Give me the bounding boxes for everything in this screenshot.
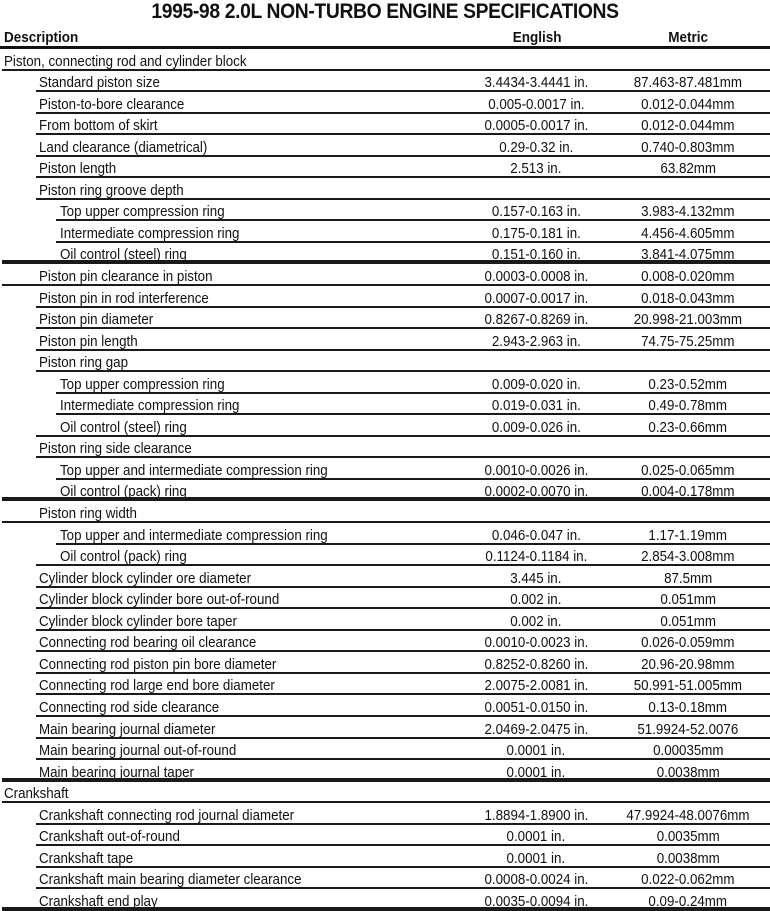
row-english-value [466,54,606,70]
row-english-value: 1.8894-1.8900 in. [484,807,588,824]
row-description: Oil control (pack) ring [60,549,187,566]
row-metric-value: 3.983-4.132mm [641,204,735,221]
row-english-value: 0.0005-0.0017 in. [484,118,588,135]
row-description: Top upper compression ring [60,376,225,393]
row-description: Connecting rod bearing oil clearance [39,635,257,652]
row-description: Piston pin diameter [39,312,154,329]
row-english-value: 0.0001 in. [506,850,566,867]
row-english-value [466,441,606,457]
row-description: Main bearing journal diameter [39,721,216,738]
section-header-row [0,49,770,71]
table-row [0,286,770,308]
row-english-value: 0.8267-0.8269 in. [484,312,588,329]
column-header-metric: Metric [668,29,709,46]
document-title: 1995-98 2.0L NON-TURBO ENGINE SPECIFICATIONS [151,0,619,23]
row-metric-value: 0.026-0.059mm [641,635,735,652]
table-row [0,803,770,825]
row-english-value: 0.002 in. [510,613,562,630]
row-metric-value [606,506,770,522]
table-row [0,846,770,868]
column-header-english: English [512,29,562,46]
row-description: Crankshaft connecting rod journal diameter [39,807,295,824]
row-english-value: 0.046-0.047 in. [491,527,581,544]
row-english-value: 0.0001 in. [506,743,566,760]
subsection-row [0,178,770,200]
row-metric-value: 0.0035mm [656,829,720,846]
row-english-value: 0.175-0.181 in. [491,225,581,242]
row-metric-value: 0.018-0.043mm [641,290,735,307]
row-english-value: 2.0075-2.0081 in. [484,678,588,695]
row-description: Piston pin length [39,333,138,350]
table-row [0,394,770,416]
row-metric-value: 3.841-4.075mm [641,247,735,264]
row-description: Intermediate compression ring [60,398,240,415]
row-metric-value: 0.0038mm [656,764,720,781]
row-english-value: 0.151-0.160 in. [491,247,581,264]
row-description: Connecting rod piston pin bore diameter [39,656,277,673]
row-description: Piston pin in rod interference [39,290,209,307]
row-description: Top upper compression ring [60,204,225,221]
row-description: Oil control (pack) ring [60,484,187,501]
table-row [0,458,770,480]
row-description: Oil control (steel) ring [60,419,187,436]
row-metric-value: 0.004-0.178mm [641,484,735,501]
row-metric-value: 0.49-0.78mm [648,398,728,415]
row-metric-value: 2.854-3.008mm [641,549,735,566]
row-description: Top upper and intermediate compression ring [60,462,328,479]
row-metric-value [606,183,770,199]
row-description: Cylinder block cylinder ore diameter [39,570,252,587]
row-description: Crankshaft tape [39,850,134,867]
row-description: Main bearing journal out-of-round [39,743,237,760]
row-description: Land clearance (diametrical) [39,139,208,156]
row-metric-value: 0.022-0.062mm [641,872,735,889]
row-english-value: 0.0008-0.0024 in. [484,872,588,889]
table-row [0,92,770,114]
row-metric-value: 0.09-0.24mm [648,893,728,910]
row-english-value: 0.157-0.163 in. [491,204,581,221]
row-english-value: 2.513 in. [510,161,562,178]
row-english-value: 0.009-0.020 in. [491,376,581,393]
row-description: Oil control (steel) ring [60,247,187,264]
row-english-value: 3.4434-3.4441 in. [484,75,588,92]
table-row [0,135,770,157]
row-metric-value: 1.17-1.19mm [648,527,728,544]
row-metric-value: 0.23-0.52mm [648,376,728,393]
table-row [0,868,770,890]
row-metric-value [606,441,770,457]
row-english-value: 2.0469-2.0475 in. [484,721,588,738]
table-row [0,71,770,93]
row-english-value: 0.005-0.0017 in. [487,96,585,113]
table-row [0,523,770,545]
row-description: Piston ring width [39,506,137,523]
table-row [0,264,770,286]
row-description: From bottom of skirt [39,118,158,135]
table-row [0,415,770,437]
row-metric-value: 0.051mm [660,613,716,630]
spec-table-body [0,49,770,911]
row-description: Crankshaft [4,786,69,803]
row-english-value: 0.0051-0.0150 in. [484,699,588,716]
table-row [0,739,770,761]
row-description: Main bearing journal taper [39,764,194,781]
row-metric-value: 0.0038mm [656,850,720,867]
row-english-value [466,183,606,199]
row-description: Piston pin clearance in piston [39,269,213,286]
row-metric-value: 0.23-0.66mm [648,419,728,436]
table-row [0,480,770,502]
row-description: Piston ring side clearance [39,441,192,458]
row-description: Piston length [39,161,117,178]
row-metric-value: 87.463-87.481mm [633,75,743,92]
table-row [0,760,770,782]
table-row [0,308,770,330]
row-description: Connecting rod large end bore diameter [39,678,275,695]
row-description: Crankshaft end play [39,893,158,910]
table-row [0,609,770,631]
row-description: Crankshaft out-of-round [39,829,180,846]
row-metric-value: 20.998-21.003mm [633,312,743,329]
row-english-value: 0.009-0.026 in. [491,419,581,436]
row-description: Top upper and intermediate compression ring [60,527,328,544]
table-row [0,674,770,696]
row-description: Piston ring groove depth [39,182,184,199]
table-row [0,631,770,653]
table-row [0,566,770,588]
row-english-value: 0.0007-0.0017 in. [484,290,588,307]
row-english-value: 0.002 in. [510,592,562,609]
row-metric-value [606,786,770,802]
table-row [0,588,770,610]
row-english-value: 0.0035-0.0094 in. [484,893,588,910]
row-english-value: 3.445 in. [510,570,562,587]
row-description: Cylinder block cylinder bore taper [39,613,237,630]
row-english-value: 0.0003-0.0008 in. [484,269,588,286]
subsection-row [0,437,770,459]
row-metric-value: 0.740-0.803mm [641,139,735,156]
table-row [0,652,770,674]
table-row [0,545,770,567]
table-row [0,221,770,243]
row-metric-value: 0.051mm [660,592,716,609]
table-row [0,114,770,136]
row-english-value: 0.0002-0.0070 in. [484,484,588,501]
row-english-value: 0.0010-0.0026 in. [484,462,588,479]
table-row [0,889,770,911]
row-description: Intermediate compression ring [60,225,240,242]
row-metric-value: 51.9924-52.0076 [637,721,739,738]
row-description: Connecting rod side clearance [39,699,220,716]
table-row [0,717,770,739]
row-metric-value: 0.012-0.044mm [641,96,735,113]
row-description: Cylinder block cylinder bore out-of-round [39,592,280,609]
row-english-value [466,355,606,371]
row-description: Piston ring gap [39,355,128,372]
section-header-row [0,782,770,804]
row-english-value: 0.0001 in. [506,764,566,781]
row-description: Crankshaft main bearing diameter clearance [39,872,302,889]
row-metric-value: 20.96-20.98mm [641,656,735,673]
row-english-value: 0.0010-0.0023 in. [484,635,588,652]
row-metric-value [606,54,770,70]
row-english-value: 0.0001 in. [506,829,566,846]
row-metric-value: 0.025-0.065mm [641,462,735,479]
table-header [0,24,770,49]
table-row [0,200,770,222]
row-metric-value: 47.9924-48.0076mm [626,807,750,824]
row-metric-value: 0.012-0.044mm [641,118,735,135]
row-description: Standard piston size [39,75,160,92]
row-description: Piston-to-bore clearance [39,96,185,113]
row-metric-value [606,355,770,371]
row-english-value: 0.29-0.32 in. [498,139,574,156]
row-metric-value: 87.5mm [663,570,713,587]
table-row [0,825,770,847]
subsection-row [0,501,770,523]
table-row [0,372,770,394]
row-metric-value: 0.008-0.020mm [641,269,735,286]
row-english-value [466,506,606,522]
table-row [0,695,770,717]
row-english-value: 0.8252-0.8260 in. [484,656,588,673]
row-english-value: 0.1124-0.1184 in. [485,549,587,566]
row-english-value [466,786,606,802]
row-metric-value: 74.75-75.25mm [641,333,735,350]
table-row [0,243,770,265]
subsection-row [0,351,770,373]
row-metric-value: 4.456-4.605mm [641,225,735,242]
table-row [0,329,770,351]
row-metric-value: 0.13-0.18mm [648,699,728,716]
row-metric-value: 50.991-51.005mm [633,678,743,695]
row-metric-value: 63.82mm [660,161,716,178]
table-row [0,157,770,179]
row-description: Piston, connecting rod and cylinder block [4,53,247,70]
row-english-value: 0.019-0.031 in. [491,398,581,415]
row-english-value: 2.943-2.963 in. [491,333,581,350]
row-metric-value: 0.00035mm [652,743,724,760]
column-header-description: Description [4,29,79,46]
